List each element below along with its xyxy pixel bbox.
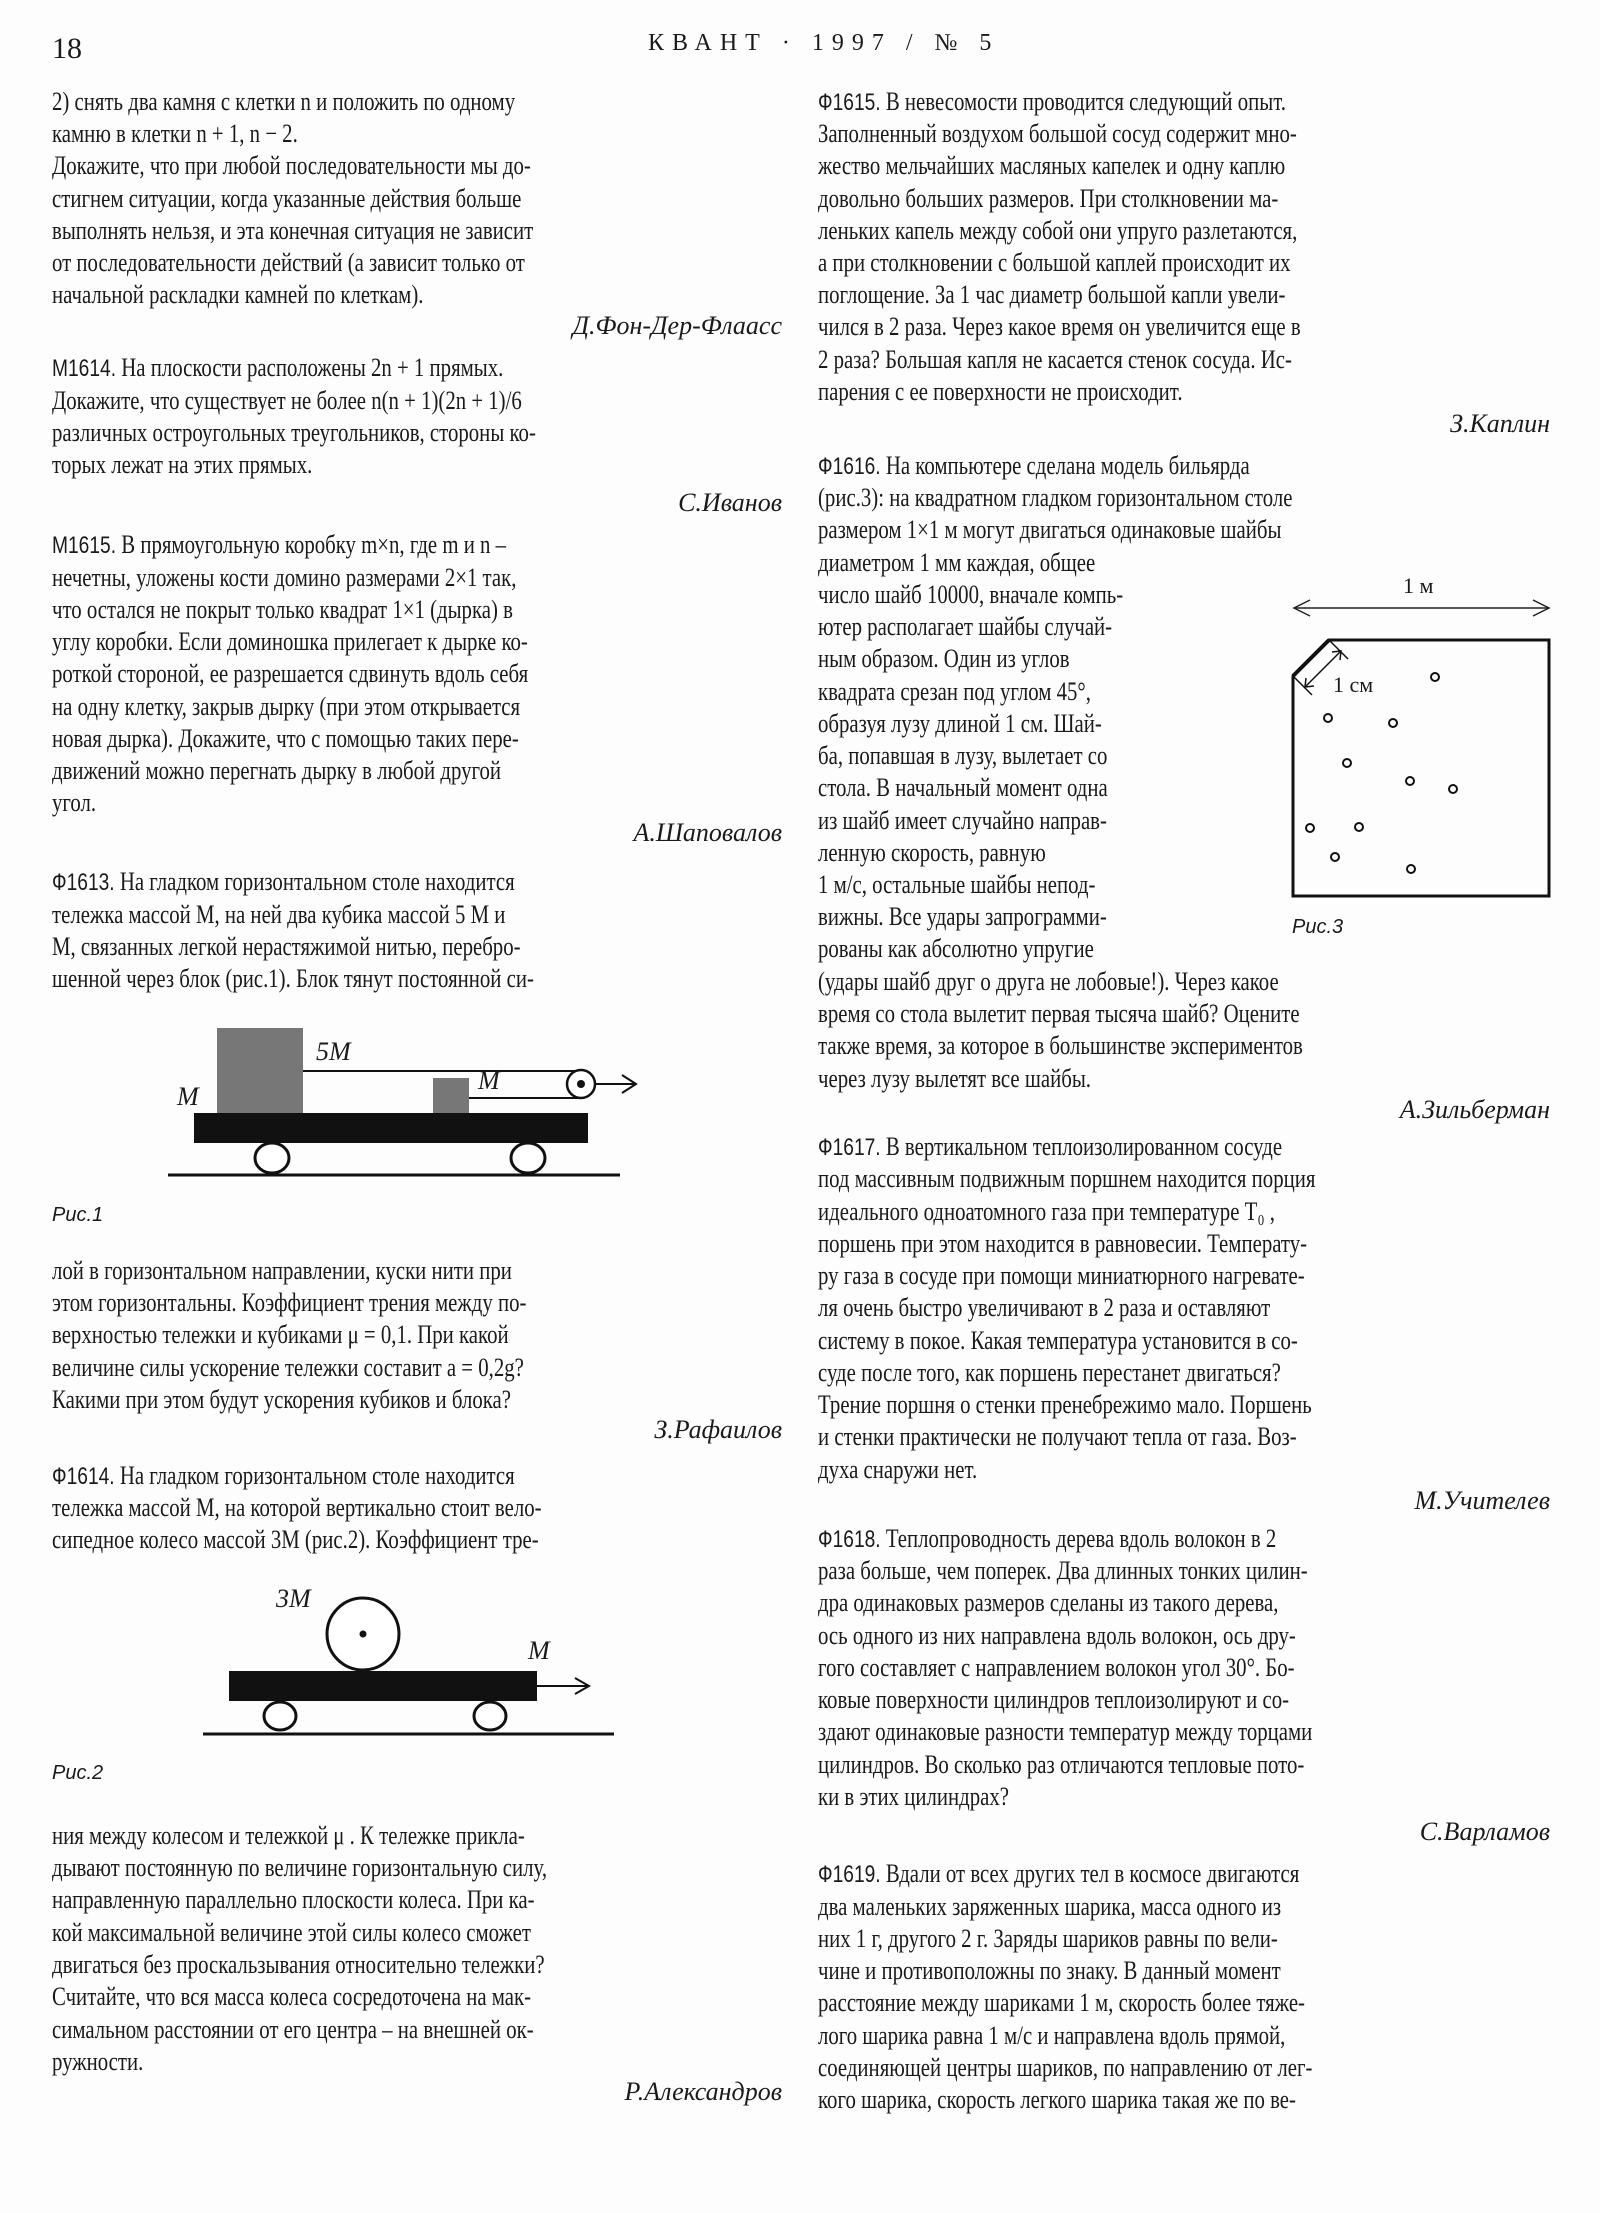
figure-2-caption: Рис.2 <box>52 1762 104 1784</box>
text-line: леньких капель между собой они упруго разлетаются, <box>818 216 1298 245</box>
puck-icon <box>1389 719 1397 727</box>
text-line: идеального одноатомного газа при температуре T₀ , <box>818 1197 1275 1226</box>
text-line: два маленьких заряженных шарика, масса одного из <box>818 1892 1282 1921</box>
problem-id: Ф1615. <box>818 89 881 116</box>
text-line: симальном расстоянии от его центра – на внешней ок- <box>52 2015 534 2044</box>
text-line: ютер располагает шайбы случай- <box>818 612 1113 641</box>
text-line: диаметром 1 мм каждая, общее <box>818 548 1096 577</box>
text-line: довольно больших размеров. При столкновении ма- <box>818 184 1279 213</box>
text-line: (рис.3): на квадратном гладком горизонтальном столе <box>818 483 1293 512</box>
text-line: раза больше, чем поперек. Два длинных тонких цилин- <box>818 1556 1308 1585</box>
text-line: стигнем ситуации, когда указанные действия больше <box>52 184 522 213</box>
text-line: кого шарика, скорость легкого шарика такая же по ве- <box>818 2085 1296 2114</box>
problem-id: Ф1613. <box>52 869 115 896</box>
text-line: тележка массой M, на которой вертикально стоит вело- <box>52 1493 542 1522</box>
problem-id: Ф1618. <box>818 1526 881 1553</box>
text-line: вижны. Все удары запрограмми- <box>818 902 1107 931</box>
text-line: время со стола вылетит первая тысяча шайб? Оцените <box>818 999 1300 1028</box>
text-line: и стенки практически не получают тепла от газа. Воз- <box>818 1422 1297 1451</box>
text: На гладком горизонтальном столе находится <box>114 1461 515 1490</box>
puck-icon <box>1406 777 1414 785</box>
text: На плоскости расположены 2n + 1 прямых. <box>116 353 504 382</box>
text: В невесомости проводится следующий опыт. <box>880 87 1286 116</box>
text-line: стола. В начальный момент одна <box>818 773 1108 802</box>
text-line: гого составляет с направлением волокон угол 30°. Бо- <box>818 1653 1295 1682</box>
puck-icon <box>1306 824 1314 832</box>
text-line: начальной раскладки камней по клеткам). <box>52 280 424 309</box>
text-line <box>818 1523 1276 1556</box>
text-line: образуя лузу длиной 1 см. Шай- <box>818 709 1102 738</box>
author: З.Каплин <box>1450 409 1550 438</box>
problem-id: Ф1617. <box>818 1134 881 1161</box>
text-line: камню в клетки n + 1, n − 2. <box>52 119 298 148</box>
text-line: Заполненный воздухом большой сосуд содержит мно- <box>818 119 1297 148</box>
problem-id: Ф1616. <box>818 453 881 480</box>
text: Теплопроводность дерева вдоль волокон в 2 <box>880 1524 1277 1553</box>
figure-3-billiard-table <box>0 0 1600 960</box>
puck-icon <box>1431 673 1439 681</box>
puck-icon <box>1324 714 1332 722</box>
text-line: нечетны, уложены кости домино размерами 2×1 так, <box>52 563 517 592</box>
puck-icon <box>1449 785 1457 793</box>
text-line: Докажите, что при любой последовательности мы до- <box>52 151 531 180</box>
author: А.Шаповалов <box>633 818 782 847</box>
figure-label-width: 1 м <box>1403 573 1434 598</box>
problem-id: М1615. <box>52 532 117 559</box>
text-line: Какими при этом будут ускорения кубиков и блока? <box>52 1385 511 1414</box>
text-line: верхностью тележки и кубиками μ = 0,1. При какой <box>52 1320 509 1349</box>
text-line: новая дырка). Докажите, что с помощью таких пере- <box>52 724 519 753</box>
figure-label-cart-mass: M <box>177 1082 199 1111</box>
text-line: поглощение. За 1 час диаметр большой капли увели- <box>818 280 1286 309</box>
puck-icon <box>1355 823 1363 831</box>
text-line: цилиндров. Во сколько раз отличаются тепловые пото- <box>818 1750 1305 1779</box>
text-line: также время, за которое в большинстве экспериментов <box>818 1031 1303 1060</box>
problem-id: Ф1614. <box>52 1463 115 1490</box>
text-line: ружности. <box>52 2047 144 2076</box>
author: Д.Фон-Дер-Флаасс <box>572 311 782 340</box>
author: С.Варламов <box>1419 1817 1550 1846</box>
text-line: дра одинаковых размеров сделаны из такого дерева, <box>818 1588 1279 1617</box>
author: С.Иванов <box>678 488 782 517</box>
text-line: поршень при этом находится в равновесии. Температу- <box>818 1229 1308 1258</box>
figure-1-caption: Рис.1 <box>52 1204 104 1226</box>
figure-label-pocket: 1 см <box>1333 672 1374 697</box>
text-line: расстояние между шариками 1 м, скорость более тяже- <box>818 1988 1305 2017</box>
text-line: чине и противоположны по знаку. В данный момент <box>818 1956 1281 1985</box>
author: З.Рафаилов <box>654 1415 782 1444</box>
text-line: Трение поршня о стенки пренебрежимо мало. Поршень <box>818 1390 1312 1419</box>
text-line: суде после того, как поршень перестанет двигаться? <box>818 1358 1281 1387</box>
puck-group <box>1306 673 1457 873</box>
problem-id: Ф1619. <box>818 1861 881 1888</box>
text-line <box>818 1131 1282 1164</box>
text-line: дывают постоянную по величине горизонтальную силу, <box>52 1853 548 1882</box>
text-line: число шайб 10000, вначале компь- <box>818 580 1124 609</box>
text-line: ным образом. Один из углов <box>818 644 1070 673</box>
text-line: ки в этих цилиндрах? <box>818 1782 1009 1811</box>
text-line: 2) снять два камня с клетки n и положить по одному <box>52 87 516 116</box>
text-line: (удары шайб друг о друга не лобовые!). Через какое <box>818 967 1279 996</box>
figure-label-cart-mass: M <box>528 1636 550 1665</box>
text: На гладком горизонтальном столе находится <box>114 867 515 896</box>
text-line: лого шарика равна 1 м/с и направлена вдоль прямой, <box>818 2021 1286 2050</box>
text-line: кой максимальной величине этой силы колесо сможет <box>52 1918 531 1947</box>
text-line: квадрата срезан под углом 45°, <box>818 677 1091 706</box>
text-line: M, связанных легкой нерастяжимой нитью, перебро- <box>52 932 521 961</box>
text-line: ру газа в сосуде при помощи миниатюрного нагревате- <box>818 1261 1305 1290</box>
text-line: соединяющей центры шариков, по направлению от лег- <box>818 2053 1313 2082</box>
text-line: двигаться без проскальзывания относительно тележки? <box>52 1950 545 1979</box>
text-line: чился в 2 раза. Через какое время он увеличится еще в <box>818 312 1301 341</box>
text-line: 2 раза? Большая капля не касается стенок сосуда. Ис- <box>818 345 1292 374</box>
puck-icon <box>1343 759 1351 767</box>
text-line: ковые поверхности цилиндров теплоизолируют и со- <box>818 1685 1290 1714</box>
text-line: систему в покое. Какая температура установится в со- <box>818 1326 1298 1355</box>
problem-id: М1614. <box>52 355 117 382</box>
text-line: лой в горизонтальном направлении, куски нити при <box>52 1256 512 1285</box>
text-line: сипедное колесо массой 3M (рис.2). Коэффициент тре- <box>52 1525 539 1554</box>
page-number: 18 <box>52 32 82 65</box>
text-line: углу коробки. Если доминошка прилегает к дырке ко- <box>52 627 528 656</box>
text-line: от последовательности действий (а зависит только от <box>52 248 525 277</box>
text-line: выполнять нельзя, и эта конечная ситуация не зависит <box>52 216 534 245</box>
text-line: угол. <box>52 788 97 817</box>
puck-icon <box>1407 865 1415 873</box>
text-line: а при столкновении с большой каплей происходит их <box>818 248 1291 277</box>
text-line: Докажите, что существует не более n(n + 1)(2n + 1)/6 <box>52 386 522 415</box>
text-line: 1 м/с, остальные шайбы непод- <box>818 870 1096 899</box>
figure-label-wheel-mass: 3M <box>276 1584 311 1613</box>
text: В вертикальном теплоизолированном сосуде <box>880 1132 1283 1161</box>
journal-header: КВАНТ · 1997 / № 5 <box>648 30 1000 56</box>
text-line: размером 1×1 м могут двигаться одинаковые шайбы <box>818 515 1282 544</box>
text-line: Считайте, что вся масса колеса сосредоточена на мак- <box>52 1982 532 2011</box>
puck-icon <box>1331 853 1339 861</box>
text-line: роткой стороной, ее разрешается сдвинуть вдоль себя <box>52 659 529 688</box>
text-line: торых лежат на этих прямых. <box>52 450 313 479</box>
text: В прямоугольную коробку m×n, где m и n – <box>116 530 507 559</box>
text-line: различных остроугольных треугольников, стороны ко- <box>52 418 536 447</box>
text-line: ба, попавшая в лузу, вылетает со <box>818 741 1108 770</box>
text-line: ленную скорость, равную <box>818 838 1046 867</box>
text-line: ния между колесом и тележкой μ . К тележке прикла- <box>52 1821 525 1850</box>
text-line: на одну клетку, закрыв дырку (при этом открывается <box>52 692 521 721</box>
text-line: под массивным подвижным поршнем находится порция <box>818 1164 1316 1193</box>
text-line: этом горизонтальны. Коэффициент трения между по- <box>52 1288 527 1317</box>
author: А.Зильберман <box>1399 1095 1550 1124</box>
figure-label-small-cube-mass: M <box>478 1066 500 1095</box>
text-line: движений можно перегнать дырку в любой другой <box>52 756 502 785</box>
text-line: ось одного из них направлена вдоль волокон, ось дру- <box>818 1621 1296 1650</box>
text-line: через лузу вылетят все шайбы. <box>818 1064 1091 1093</box>
text-line: духа снаружи нет. <box>818 1455 978 1484</box>
text-line: что остался не покрыт только квадрат 1×1 (дырка) в <box>52 595 513 624</box>
text-line <box>818 1858 1299 1891</box>
text-line: величине силы ускорение тележки составит a = 0,2g? <box>52 1353 524 1382</box>
text-line: них 1 г, другого 2 г. Заряды шариков равны по вели- <box>818 1924 1278 1953</box>
text-line: тележка массой M, на ней два кубика массой 5 M и <box>52 900 506 929</box>
figure-label-big-cube-mass: 5M <box>316 1037 351 1066</box>
text-line: здают одинаковые разности температур между торцами <box>818 1717 1313 1746</box>
text-line: ля очень быстро увеличивают в 2 раза и оставляют <box>818 1293 1271 1322</box>
author: М.Учителев <box>1414 1486 1550 1515</box>
text-line: шенной через блок (рис.1). Блок тянут постоянной си- <box>52 964 534 993</box>
text-line: направленную параллельно плоскости колеса. При ка- <box>52 1885 535 1914</box>
text: На компьютере сделана модель бильярда <box>880 451 1250 480</box>
text-line: из шайб имеет случайно направ- <box>818 806 1107 835</box>
text-line: парения с ее поверхности не происходит. <box>818 377 1183 406</box>
author: Р.Александров <box>624 2077 782 2106</box>
text-line: рованы как абсолютно упругие <box>818 934 1094 963</box>
text-line: жество мельчайших масляных капелек и одну каплю <box>818 151 1286 180</box>
text: Вдали от всех других тел в космосе двигаются <box>880 1859 1300 1888</box>
figure-3-caption: Рис.3 <box>1292 916 1344 938</box>
